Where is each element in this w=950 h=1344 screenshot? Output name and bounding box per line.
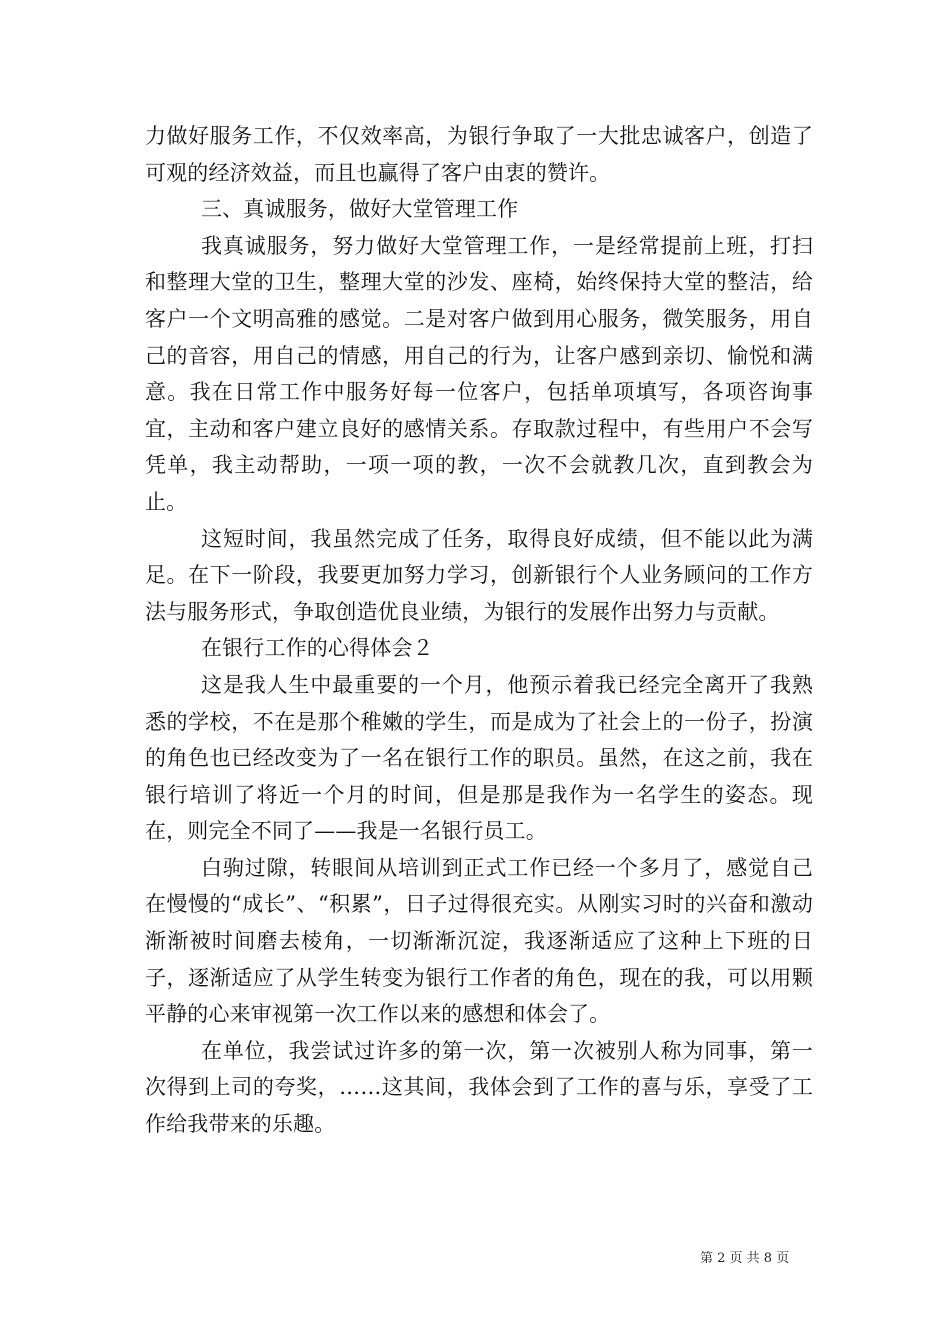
paragraph-1: 力做好服务工作，不仅效率高，为银行争取了一大批忠诚客户，创造了可观的经济效益，而且也赢得了客户由衷的赞许。 <box>145 124 813 185</box>
paragraph-6: 在单位，我尝试过许多的第一次，第一次被别人称为同事，第一次得到上司的夸奖，……这其间，我体会到了工作的喜与乐，享受了工作给我带来的乐趣。 <box>145 1038 813 1137</box>
section-heading-3: 三、真诚服务，做好大堂管理工作 <box>201 197 519 222</box>
paragraph-5: 白驹过隙，转眼间从培训到正式工作已经一个多月了，感觉自己在慢慢的“成长”、“积累”，日子过得很充实。从刚实习时的兴奋和激动渐渐被时间磨去棱角，一切渐渐沉淀，我逐渐适应了这种上下班的日子，逐渐适应了从学生转变为银行工作者的角色，现在的我，可以用颗平静的心来审视第一次工作以来的感想和体会了。 <box>145 855 813 1027</box>
article-title-2: 在银行工作的心得体会２ <box>201 636 434 661</box>
document-body <box>145 118 813 1143</box>
page-number-footer: 第 2 页 共 8 页 <box>700 1251 790 1266</box>
paragraph-3: 这短时间，我虽然完成了任务，取得良好成绩，但不能以此为满足。在下一阶段，我要更加努力学习，创新银行个人业务顾问的工作方法与服务形式，争取创造优良业绩，为银行的发展作出努力与贡献。 <box>145 526 813 624</box>
paragraph-4: 这是我人生中最重要的一个月，他预示着我已经完全离开了我熟悉的学校，不在是那个稚嫩的学生，而是成为了社会上的一份子，扮演的角色也已经改变为了一名在银行工作的职员。虽然，在这之前，我在银行培训了将近一个月的时间，但是那是我作为一名学生的姿态。现在，则完全不同了——我是一名银行员工。 <box>145 672 813 844</box>
paragraph-2: 我真诚服务，努力做好大堂管理工作，一是经常提前上班，打扫和整理大堂的卫生，整理大堂的沙发、座椅，始终保持大堂的整洁，给客户一个文明高雅的感觉。二是对客户做到用心服务，微笑服务，用自己的音容，用自己的情感，用自己的行为，让客户感到亲切、愉悦和满意。我在日常工作中服务好每一位客户，包括单项填写，各项咨询事宜，主动和客户建立良好的感情关系。存取款过程中，有些用户不会写凭单，我主动帮助，一项一项的教，一次不会就教几次，直到教会为止。 <box>145 233 813 514</box>
